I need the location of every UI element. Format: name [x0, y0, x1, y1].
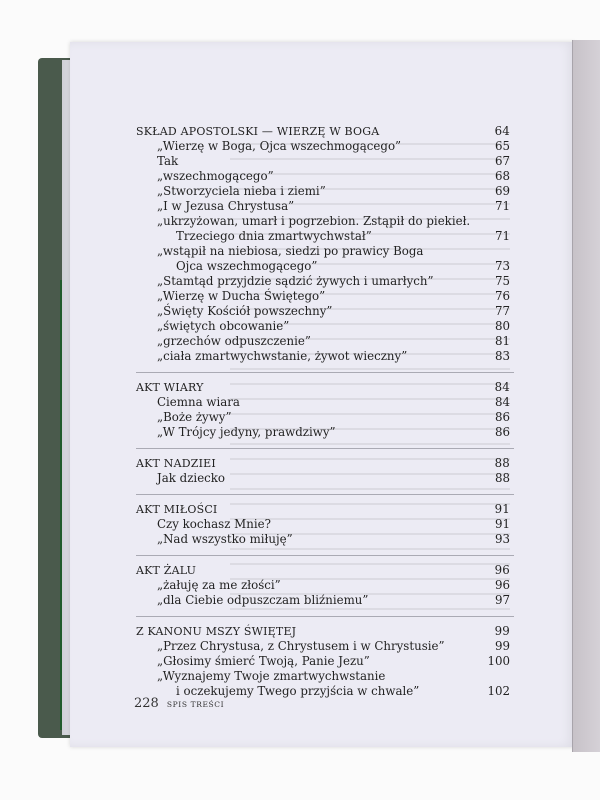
toc-page-number: 88	[494, 471, 510, 485]
toc-page-number: 80	[494, 319, 510, 333]
toc-entry-title: „grzechów odpuszczenie”	[157, 334, 311, 348]
toc-entry-title: „Głosimy śmierć Twoją, Panie Jezu”	[157, 654, 370, 668]
toc-entry-title: „Nad wszystko miłuję”	[157, 532, 293, 546]
toc-entry	[136, 184, 514, 199]
toc-section	[136, 502, 514, 550]
toc-page-number: 69	[494, 184, 510, 198]
toc-entry-title: AKT MIŁOŚCI	[136, 503, 218, 516]
toc-entry-title: Ojca wszechmogącego”	[176, 259, 318, 273]
toc-entry-title: Tak	[157, 154, 179, 168]
toc-entry-title: „Święty Kościół powszechny”	[157, 304, 333, 318]
toc-section-heading	[136, 124, 514, 139]
toc-section	[136, 456, 514, 489]
toc-page-number: 91	[494, 502, 510, 516]
page-footer	[134, 692, 224, 711]
toc-page-number: 93	[494, 532, 510, 546]
toc-entry-title: Jak dziecko	[157, 471, 226, 485]
toc-entry	[136, 395, 514, 410]
toc-page-number: 75	[494, 274, 510, 288]
toc-entry	[136, 214, 514, 229]
toc-page-number: 68	[494, 169, 510, 183]
toc-entry-title: Z KANONU MSZY ŚWIĘTEJ	[136, 625, 297, 638]
toc-entry	[136, 410, 514, 425]
toc-section	[136, 624, 514, 702]
toc-section-heading	[136, 380, 514, 395]
toc-section-heading	[136, 624, 514, 639]
section-divider	[136, 555, 514, 556]
toc-section-heading	[136, 563, 514, 578]
section-divider	[136, 616, 514, 617]
running-footer-label: SPIS TREŚCI	[166, 700, 225, 709]
toc-page-number: 73	[494, 259, 510, 273]
toc-page-number: 81	[494, 334, 510, 348]
toc-page-number: 71	[494, 229, 510, 243]
toc-page-number: 76	[494, 289, 510, 303]
toc-page-number: 65	[494, 139, 510, 153]
toc-entry-title: Ciemna wiara	[157, 395, 240, 409]
toc-entry-title: „wszechmogącego”	[157, 169, 274, 183]
toc-entry-title: „I w Jezusa Chrystusa”	[157, 199, 295, 213]
toc-page-number: 71	[494, 199, 510, 213]
toc-page-number: 99	[494, 639, 510, 653]
toc-page-number: 83	[494, 349, 510, 363]
toc-section	[136, 563, 514, 611]
toc-entry	[136, 593, 514, 608]
toc-entry	[136, 639, 514, 654]
toc-entry	[136, 471, 514, 486]
toc-entry	[136, 654, 514, 669]
toc-page-number: 96	[494, 563, 510, 577]
toc-page-number: 77	[494, 304, 510, 318]
toc-page-number: 64	[494, 124, 510, 138]
toc-entry-title: „ciała zmartwychwstanie, żywot wieczny”	[157, 349, 408, 363]
toc-page-number: 67	[494, 154, 510, 168]
toc-entry-title: „żałuję za me złości”	[157, 578, 281, 592]
toc-section-heading	[136, 502, 514, 517]
toc-entry-title: „Stamtąd przyjdzie sądzić żywych i umarłych”	[157, 274, 434, 288]
toc-entry-title: „Wierzę w Boga, Ojca wszechmogącego”	[157, 139, 402, 153]
toc-page-number: 84	[494, 380, 510, 394]
toc-page-number: 84	[494, 395, 510, 409]
page-number: 228	[134, 696, 159, 711]
toc-entry	[136, 669, 514, 684]
toc-page-number: 102	[487, 684, 510, 698]
toc-entry-title: „Wyznajemy Twoje zmartwychwstanie	[157, 669, 386, 683]
table-of-contents	[136, 124, 514, 706]
facing-page-edge	[572, 40, 600, 752]
toc-entry	[136, 349, 514, 364]
toc-entry-title: „świętych obcowanie”	[157, 319, 290, 333]
toc-entry-title: „Wierzę w Ducha Świętego”	[157, 289, 326, 303]
toc-entry	[136, 139, 514, 154]
section-divider	[136, 494, 514, 495]
toc-entry-title: Czy kochasz Mnie?	[157, 517, 271, 531]
section-divider	[136, 448, 514, 449]
toc-page-number: 100	[487, 654, 510, 668]
toc-entry	[136, 229, 514, 244]
toc-entry-title: i oczekujemy Twego przyjścia w chwale”	[176, 684, 420, 698]
toc-entry	[136, 169, 514, 184]
toc-page-number: 88	[494, 456, 510, 470]
toc-entry	[136, 334, 514, 349]
toc-entry	[136, 289, 514, 304]
toc-entry	[136, 274, 514, 289]
toc-entry-title: „dla Ciebie odpuszczam bliźniemu”	[157, 593, 369, 607]
toc-entry-title: AKT WIARY	[136, 381, 204, 394]
toc-entry-title: „Boże żywy”	[157, 410, 232, 424]
toc-entry-title: „W Trójcy jedyny, prawdziwy”	[157, 425, 336, 439]
toc-page-number: 97	[494, 593, 510, 607]
toc-entry	[136, 259, 514, 274]
toc-entry-title: „Przez Chrystusa, z Chrystusem i w Chrystusie”	[157, 639, 445, 653]
toc-page-number: 99	[494, 624, 510, 638]
toc-page-number: 96	[494, 578, 510, 592]
toc-entry-title: „Stworzyciela nieba i ziemi”	[157, 184, 326, 198]
toc-entry	[136, 578, 514, 593]
toc-entry	[136, 425, 514, 440]
toc-entry	[136, 304, 514, 319]
toc-entry	[136, 244, 514, 259]
toc-entry	[136, 199, 514, 214]
toc-entry	[136, 154, 514, 169]
toc-entry-title: „ukrzyżowan, umarł i pogrzebion. Zstąpił do piekieł.	[157, 214, 471, 228]
toc-entry-title: AKT ŻALU	[136, 564, 197, 577]
toc-entry-title: AKT NADZIEI	[136, 457, 216, 470]
toc-page-number: 86	[494, 425, 510, 439]
toc-page-number: 86	[494, 410, 510, 424]
toc-section-heading	[136, 456, 514, 471]
toc-section	[136, 380, 514, 443]
toc-entry	[136, 532, 514, 547]
toc-entry	[136, 517, 514, 532]
toc-page-number: 91	[494, 517, 510, 531]
toc-entry-title: „wstąpił na niebiosa, siedzi po prawicy Boga	[157, 244, 424, 258]
section-divider	[136, 372, 514, 373]
toc-entry-title: SKŁAD APOSTOLSKI — WIERZĘ W BOGA	[136, 125, 380, 138]
toc-section	[136, 124, 514, 367]
toc-entry-title: Trzeciego dnia zmartwychwstał”	[176, 229, 372, 243]
toc-entry	[136, 319, 514, 334]
